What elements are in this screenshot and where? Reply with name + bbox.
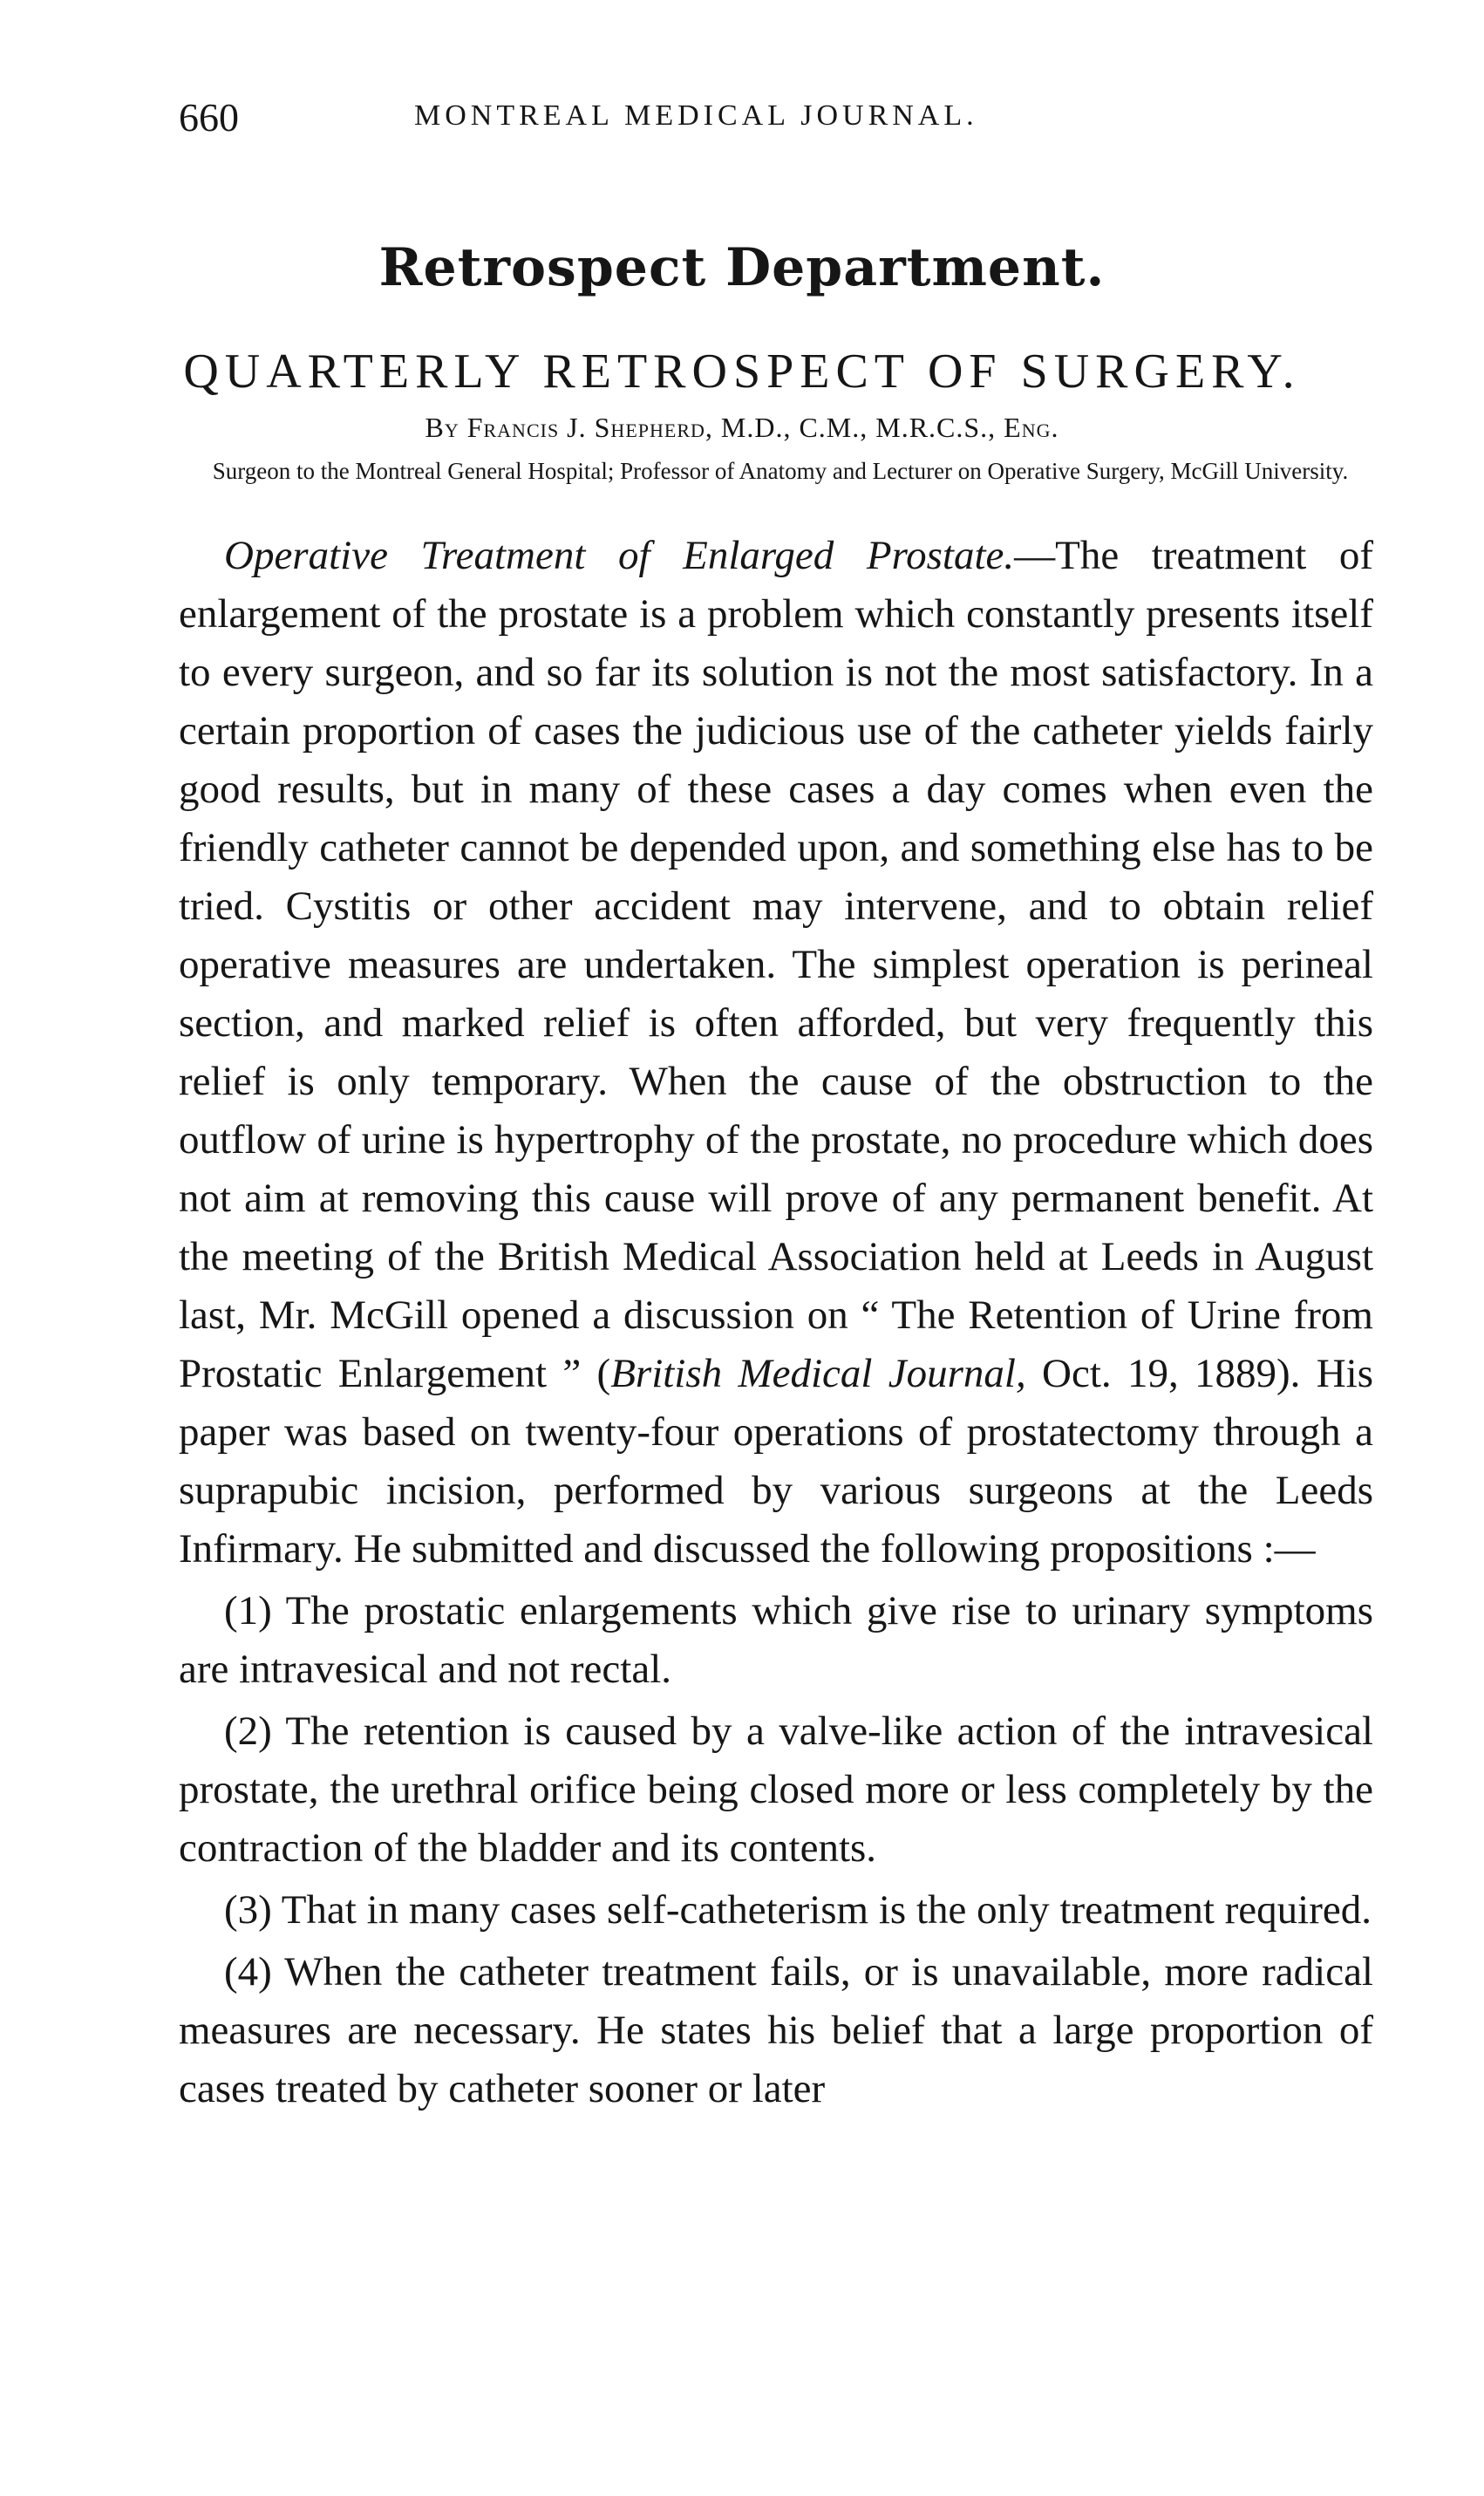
byline: [0, 412, 1484, 444]
paragraph: [179, 527, 1373, 1579]
proposition-4: (4) When the catheter treatment fails, or is unavailable, more radical measures are necessary. He states his belief that a large proportion of cases treated by catheter sooner or later: [179, 1949, 1373, 2111]
section-heading: Retrospect Department.: [378, 237, 1106, 298]
running-head: [179, 94, 1382, 147]
author-affiliation: Surgeon to the Montreal General Hospital; Professor of Anatomy and Lecturer on Operative Surgery, McGill University.: [212, 458, 1349, 484]
paragraph-title: Operative Treatment of Enlarged Prostate.: [224, 533, 1015, 578]
page-number: 660: [179, 95, 239, 140]
journal-title: MONTREAL MEDICAL JOURNAL.: [414, 99, 978, 132]
proposition-2: (2) The retention is caused by a valve-like action of the intravesical prostate, the urethral orifice being closed more or less completely by the contraction of the bladder and its contents.: [179, 1708, 1373, 1871]
article-title: QUARTERLY RETROSPECT OF SURGERY.: [183, 344, 1301, 399]
paragraph-text: —The treatment of enlargement of the prostate is a problem which constantly presents itself to every surgeon, and so far its solution is not the most satisfactory. In a certain proportion of cases the judicious use of the catheter yields fairly good results, but in many of these cases a day comes when even the friendly catheter cannot be depended upon, and something else has to be tried. Cystitis or other accident may intervene, and to obtain relief operative measures are undertaken. The simplest operation is perineal section, and marked relief is often afforded, but very frequently this relief is only temporary. When the cause of the obstruction to the outflow of urine is hypertrophy of the prostate, no procedure which does not aim at removing this cause will prove of any permanent benefit. At the meeting of the British Medical Association held at Leeds in August last, Mr. McGill opened a discussion on “ The Retention of Urine from Prostatic Enlargement ” (: [179, 533, 1373, 1396]
citation-journal: British Medical Journal,: [610, 1351, 1026, 1396]
article-body: [179, 527, 1373, 2118]
proposition-1: (1) The prostatic enlargements which give rise to urinary symptoms are intravesical and not rectal.: [179, 1588, 1373, 1692]
author-name: Francis J. Shepherd, M.D., C.M., M.R.C.S., Eng.: [466, 412, 1059, 443]
proposition-3: (3) That in many cases self-catheterism is the only treatment required.: [224, 1887, 1372, 1933]
byline-prefix: By: [425, 412, 459, 443]
paragraph-text-continued: Oct. 19, 1889). His paper was based on twenty-four operations of prostatectomy through a suprapubic incision, performed by various surgeons at the Leeds Infirmary. He submitted and discussed the following propositions :—: [179, 1351, 1373, 1572]
